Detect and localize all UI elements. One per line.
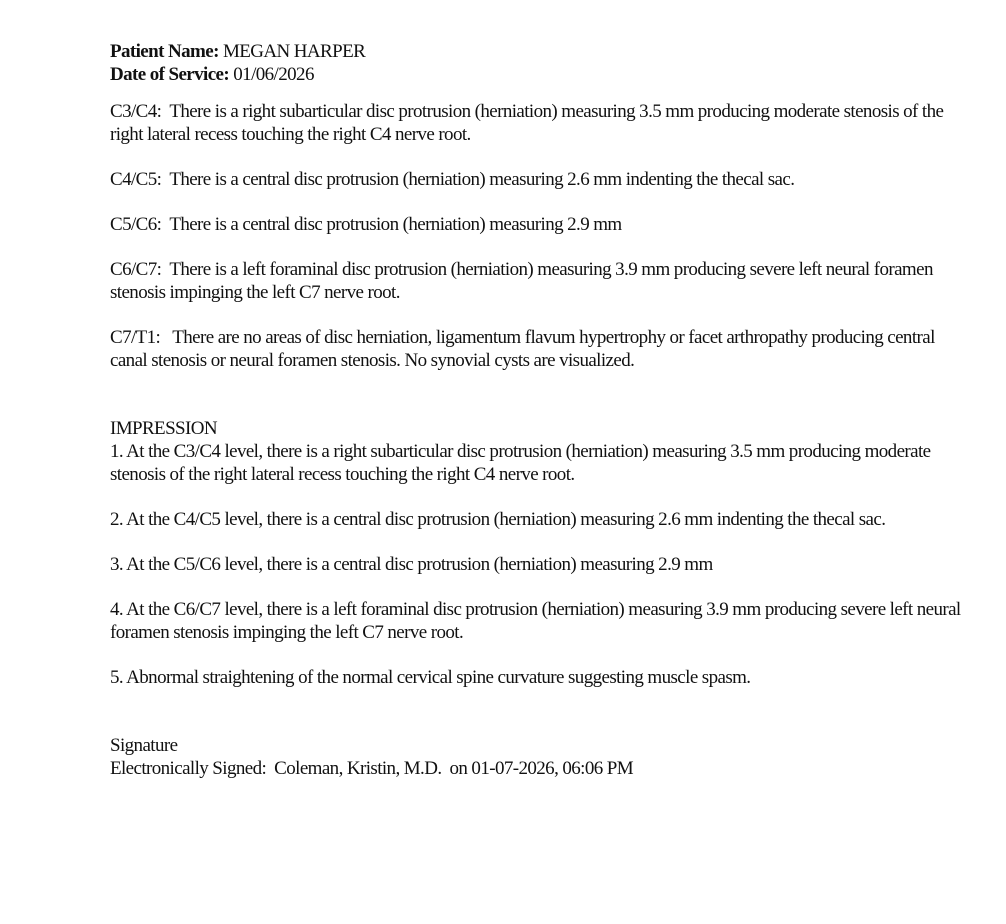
signed-datetime: on 01-07-2026, 06:06 PM (449, 758, 634, 779)
finding-text: There are no areas of disc herniation, ligamentum flavum hypertrophy or facet arthropathy producing central canal stenosis or neural foramen stenosis. No synovial cysts are visualized. (110, 327, 935, 371)
finding-c5-c6 (110, 213, 970, 236)
finding-level: C4/C5: (110, 169, 162, 190)
date-of-service-value: 01/06/2026 (233, 64, 314, 85)
signature-heading: Signature (110, 735, 178, 756)
date-of-service-line (110, 63, 970, 86)
finding-level: C3/C4: (110, 101, 162, 122)
date-of-service-label: Date of Service: (110, 64, 230, 85)
impression-heading: IMPRESSION (110, 418, 217, 439)
impression-item-1: 1. At the C3/C4 level, there is a right subarticular disc protrusion (herniation) measuring 3.5 mm producing moderate stenosis of the right lateral recess touching the right C4 nerve root. (110, 441, 931, 485)
finding-text: There is a central disc protrusion (herniation) measuring 2.6 mm indenting the thecal sac. (169, 169, 795, 190)
finding-c6-c7 (110, 258, 970, 304)
impression-section (110, 417, 970, 689)
electronic-signature-line (110, 757, 970, 780)
patient-name-line (110, 40, 970, 63)
finding-text: There is a left foraminal disc protrusion (herniation) measuring 3.9 mm producing severe left neural foramen stenosis impinging the left C7 nerve root. (110, 259, 933, 303)
impression-item-5: 5. Abnormal straightening of the normal cervical spine curvature suggesting muscle spasm. (110, 667, 751, 688)
report-header (110, 40, 970, 86)
signature-section (110, 734, 970, 780)
signed-label: Electronically Signed: (110, 758, 267, 779)
finding-level: C5/C6: (110, 214, 162, 235)
finding-level: C6/C7: (110, 259, 162, 280)
report-document (110, 40, 970, 780)
finding-text: There is a central disc protrusion (herniation) measuring 2.9 mm (169, 214, 622, 235)
finding-text: There is a right subarticular disc protrusion (herniation) measuring 3.5 mm producing moderate stenosis of the right lateral recess touching the right C4 nerve root. (110, 101, 944, 145)
impression-item-2: 2. At the C4/C5 level, there is a central disc protrusion (herniation) measuring 2.6 mm indenting the thecal sac. (110, 509, 886, 530)
impression-item-3: 3. At the C5/C6 level, there is a central disc protrusion (herniation) measuring 2.9 mm (110, 554, 713, 575)
finding-c4-c5 (110, 168, 970, 191)
findings-section (110, 100, 970, 372)
finding-c7-t1 (110, 326, 970, 372)
patient-name-label: Patient Name: (110, 41, 219, 62)
finding-level: C7/T1: (110, 327, 161, 348)
patient-name-value: MEGAN HARPER (222, 41, 366, 62)
signer-name: Coleman, Kristin, M.D. (274, 758, 442, 779)
finding-c3-c4 (110, 100, 970, 146)
impression-item-4: 4. At the C6/C7 level, there is a left foraminal disc protrusion (herniation) measuring 3.9 mm producing severe left neural foramen stenosis impinging the left C7 nerve root. (110, 599, 961, 643)
